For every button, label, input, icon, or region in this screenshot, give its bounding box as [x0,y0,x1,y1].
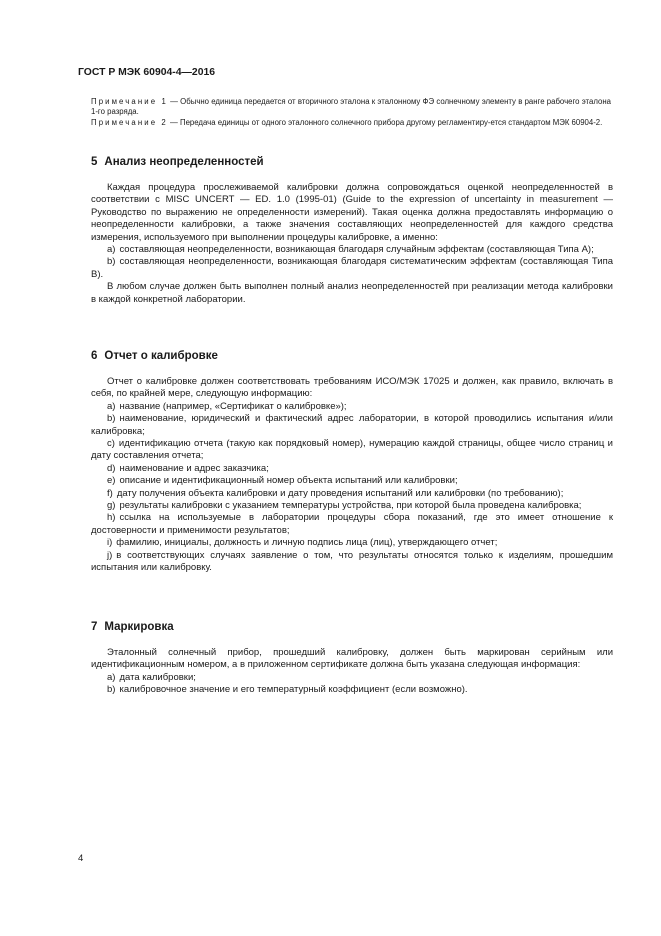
uncertainty-list [91,244,613,281]
list-text: дату получения объекта калибровки и дату проведения испытаний или калибровки (по требованию); [116,487,564,499]
list-text: фамилию, инициалы, должность и личную подпись лица (лиц), утверждающего отчет; [116,537,498,549]
section-6-body [91,376,613,575]
list-text: название (например, «Сертификат о калибровке»); [119,400,347,412]
list-text: результаты калибровки с указанием температуры устройства, при которой была проведена калибровка; [119,500,582,512]
marking-list [91,672,613,697]
list-text: составляющая неопределенности, возникающая благодаря случайным эффектам (составляющая Типа А); [119,244,594,256]
list-marker: b) [107,684,116,696]
paragraph: Отчет о калибровке должен соответствовать требованиям ИСО/МЭК 17025 и должен, как правило, включать в себя, по крайней мере, следующую информацию: [91,376,613,400]
list-item [91,537,613,549]
section-number: 7 [91,621,98,633]
list-item [91,672,613,684]
list-item [91,438,613,463]
list-marker: d) [107,462,116,474]
list-text: калибровочное значение и его температурный коэффициент (если возможно). [119,684,468,696]
note-label: Примечание 2 [91,118,168,127]
list-marker: f) [107,487,113,499]
list-text: в соответствующих случаях заявление о том, что результаты относятся только к изделиям, прошедшим испытания или калибровку. [91,549,613,574]
list-marker: b) [107,413,116,425]
list-item [91,413,613,438]
list-text: ссылка на используемые в лаборатории процедуры сбора показаний, где это имеет отношение к достоверности и применимости результатов; [91,512,613,536]
list-item [91,256,613,281]
list-item [91,684,613,696]
section-5-heading [91,156,264,168]
section-7-body [91,647,613,697]
list-item [91,512,613,537]
list-text: составляющая неопределенности, возникающая благодаря систематическим эффектам (составляющая Типа В). [91,256,613,280]
list-marker: g) [107,500,116,512]
list-text: наименование, юридический и фактический адрес лаборатории, в которой проводились испытания и/или калибровка; [91,413,613,437]
list-item [91,500,613,512]
page-number: 4 [78,853,84,864]
note-text: — Обычно единица передается от вторичного эталона к эталонному ФЭ солнечному элементу в ранге рабочего эталона 1-го разряда. [91,97,611,117]
document-header: ГОСТ Р МЭК 60904-4—2016 [78,67,216,78]
section-title: Анализ неопределенностей [104,156,264,168]
list-marker: h) [107,512,116,524]
section-6-heading [91,350,218,362]
paragraph: Эталонный солнечный прибор, прошедший калибровку, должен быть маркирован серийным или идентификационным номером, а в приложенном сертификате должна быть указана следующая информация: [91,647,613,671]
list-text: дата калибровки; [119,671,196,683]
paragraph: В любом случае должен быть выполнен полный анализ неопределенностей при реализации метода калибровки в каждой конкретной лаборатории. [91,281,613,305]
list-item [91,401,613,413]
list-item [91,550,613,575]
note-1 [91,97,611,117]
list-marker: b) [107,256,116,268]
list-text: идентификацию отчета (такую как порядковый номер), нумерацию каждой страницы, общее число страниц и дату составления отчета; [91,438,613,462]
list-marker: j) [107,549,113,561]
section-7-heading [91,621,174,633]
list-text: описание и идентификационный номер объекта испытаний или калибровки; [119,475,458,487]
note-label: Примечание 1 [91,97,168,106]
list-text: наименование и адрес заказчика; [119,462,269,474]
section-title: Маркировка [104,621,174,633]
section-number: 6 [91,350,98,362]
list-marker: a) [107,671,116,683]
note-text: — Передача единицы от одного эталонного солнечного прибора другому регламентиру-ется стандартом МЭК 60904-2. [167,118,603,127]
list-item [91,475,613,487]
list-item [91,463,613,475]
list-item [91,488,613,500]
list-item [91,244,613,256]
list-marker: e) [107,475,116,487]
list-marker: a) [107,244,116,256]
list-marker: a) [107,400,116,412]
list-marker: c) [107,438,115,450]
section-5-body [91,182,613,306]
report-contents-list [91,401,613,575]
list-marker: i) [107,537,113,549]
paragraph: Каждая процедура прослеживаемой калибровки должна сопровождаться оценкой неопределенностей в соответствии с MISC UNCERT — ED. 1.0 (1995-01) (Guide to the expression of uncertainty in measurement — Руководство по выражению не определенности измерений). Такая оценка должна предоставлять информацию о неопределенности калибровки, а также значения составляющих неопределенностей для каждого средства измерения, используемого при выполнении процедуры калибровке, а именно: [91,182,613,243]
section-title: Отчет о калибровке [104,350,218,362]
section-number: 5 [91,156,98,168]
note-2 [91,118,611,128]
